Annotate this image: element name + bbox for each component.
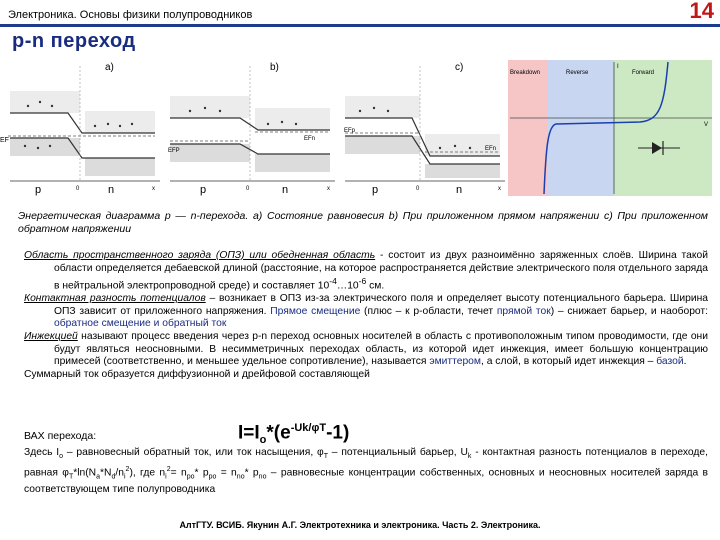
panel-a-ef-label: EF (0, 137, 9, 144)
panel-a-zero-label: 0 (76, 186, 80, 192)
panel-b-band-p-bottom (170, 144, 250, 162)
iv-breakdown-label: Breakdown (510, 70, 541, 76)
panel-c (344, 66, 505, 196)
panel-c-efn-label: EFn (485, 146, 497, 152)
panel-c-band-n-bottom (425, 164, 500, 178)
panel-b-band-p-top (170, 96, 250, 118)
panel-b (168, 66, 335, 196)
panel-b-band-n-bottom (255, 154, 330, 172)
figure-caption: Энергетическая диаграмма p — n-перехода. a) Состояние равновесия b) При приложенном прямом напряжении c) При приложенном обратном напряжении (18, 210, 708, 235)
panel-label-c: c) (455, 62, 464, 73)
paragraph-total-current: Суммарный ток образуется диффузионной и дрейфовой составляющей (24, 368, 370, 380)
term-reverse-bias: обратное смещение и обратный ток (54, 318, 227, 330)
panel-b-x-label: x (327, 186, 330, 192)
iv-reverse-label: Reverse (566, 70, 589, 76)
term-emitter: эмиттером (429, 356, 481, 368)
iv-reverse-region (548, 60, 614, 196)
panel-c-band-p-bottom (345, 136, 420, 154)
panel-a-x-label: x (152, 186, 155, 192)
panel-c-n-label: n (456, 184, 463, 196)
panel-c-zero-label: 0 (416, 186, 420, 192)
term-forward-bias: Прямое смещение (270, 305, 361, 317)
panel-c-band-p-top (345, 96, 420, 118)
band-diagram-svg (0, 56, 720, 201)
paragraph-depletion: Область пространственного заряда (ОПЗ) или обедненная область - состоит из двух разноимённо заряженных слоёв. Ширина такой области определяется дебаевской длиной (расстояние, на которое распространяется действие электрического поля отдельного заряда в нейтральной электропроводной среде) и составляет $10^{-4}\dots 10^{-6}$ см. (24, 250, 708, 292)
panel-c-x-label: x (498, 186, 501, 192)
panel-b-p-label: p (200, 184, 207, 196)
panel-a-band-n-bottom (85, 158, 155, 176)
band-diagram-figure (0, 56, 720, 201)
panel-c-p-label: p (372, 184, 379, 196)
body-text (24, 250, 708, 381)
page-number: 14 (689, 0, 714, 23)
panel-a-band-p-top (10, 91, 80, 113)
paragraph-injection: Инжекцией называют процесс введения через р-n переход основных носителей в область с противоположным типом проводимости, где они будут являться неосновными. В несимметричных переходах область, из которой идет инжекция, имеет большую концентрацию примесей (соответственно, и меньшее удельное сопротивление), называется эмиттером, а слой, в который идет инжекция – базой. (24, 330, 708, 368)
vax-formula: $I=I_o*(e^{-Uk/\varphi T}-1)$ (238, 422, 350, 447)
slide-title: p-n переход (12, 30, 136, 52)
iv-forward-label: Forward (632, 70, 655, 76)
iv-forward-region (614, 60, 712, 196)
iv-v-label: V (704, 122, 709, 128)
header-divider (0, 24, 720, 27)
panel-b-efp-label: EFP (168, 148, 180, 154)
panel-label-b: b) (270, 62, 279, 73)
panel-b-efn-label: EFn (304, 136, 316, 142)
panel-a (0, 66, 160, 196)
panel-b-zero-label: 0 (246, 186, 250, 192)
iv-breakdown-region (508, 60, 548, 196)
header (0, 0, 720, 24)
panel-a-n-label: n (108, 184, 115, 196)
iv-characteristic (508, 60, 712, 196)
footer: АлтГТУ. ВСИБ. Якунин А.Г. Электротехника и электроника. Часть 2. Электроника. (179, 520, 541, 530)
term-depletion: Область пространственного заряда (ОПЗ) или обедненная область (24, 250, 376, 261)
formula-explanation: Здесь $I_o$ – равновесный обратный ток, или ток насыщения, $\varphi_T$ – потенциальный барьер, $U_k$ - контактная разность потенциалов в переходе, равная $\varphi_T*\ln(N_a*N_d/n_i^2)$, где $n_i^2= n_{po}*$ $p_{po} = n_{no}*$ $p_{no}$ – равновесные концентрации собственных, основных и неосновных носителей заряда в соответствующем типе полупроводника (24, 447, 708, 495)
term-forward-current: прямой ток (496, 305, 551, 317)
paragraph-contact-potential: Контактная разность потенциалов – возникает в ОПЗ из-за электрического поля и определяет высоту потенциального барьера. Ширина ОПЗ зависит от приложенного напряжения. Прямое смещение (плюс – к р-области, течет прямой ток) – снижает барьер, и наоборот: обратное смещение и обратный ток (24, 293, 708, 330)
iv-i-label: I (617, 64, 619, 70)
panel-a-p-label: p (35, 184, 42, 196)
term-base: базой (656, 356, 684, 368)
vax-label: ВАХ перехода: (24, 430, 97, 442)
term-injection: Инжекцией (24, 330, 78, 342)
panel-c-efp-label: EFp (344, 128, 356, 134)
panel-a-band-n-top (85, 111, 155, 133)
header-title: Электроника. Основы физики полупроводников (8, 9, 253, 21)
panel-b-band-n-top (255, 108, 330, 130)
panel-b-n-label: n (282, 184, 289, 196)
panel-c-band-n-top (425, 134, 500, 156)
term-contact-potential: Контактная разность потенциалов (24, 293, 206, 305)
panel-label-a: a) (105, 62, 114, 73)
